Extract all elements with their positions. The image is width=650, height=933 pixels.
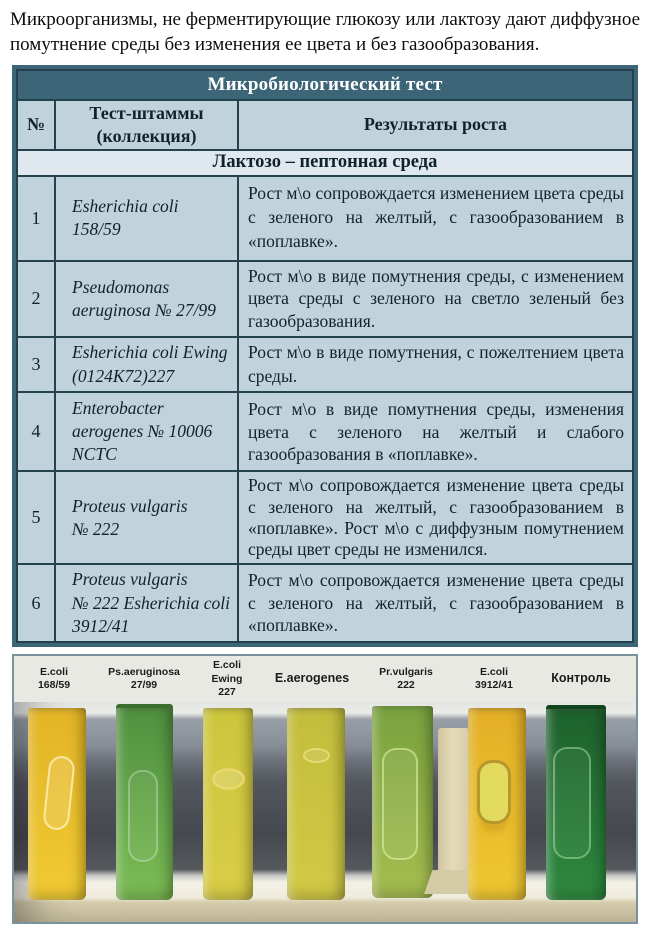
table-row	[17, 471, 633, 564]
tube-label-pr-vulgaris: Pr.vulgaris 222	[379, 665, 433, 692]
tube-label-ecoli-ewing: E.coli Ewing 227	[211, 659, 243, 698]
growth-result: Рост м\о в виде помутнения, с пожелтением цвета среды.	[238, 337, 633, 393]
photo-label-band	[14, 656, 636, 702]
row-number: 3	[17, 337, 55, 393]
row-number: 2	[17, 261, 55, 337]
growth-result: Рост м\о сопровождается изменением цвета среды с зеленого на желтый, с газообразованием в «поплавке».	[238, 176, 633, 261]
column-header-number: №	[17, 100, 55, 150]
test-tube-e-aerogenes	[287, 708, 345, 900]
table-row	[17, 261, 633, 337]
row-number: 6	[17, 564, 55, 642]
durham-tube-icon	[382, 748, 418, 860]
test-tube-ecoli-168-59	[28, 708, 86, 900]
photo-scene	[14, 702, 636, 922]
row-number: 4	[17, 392, 55, 471]
table-row	[17, 392, 633, 471]
test-tubes-photo	[12, 654, 638, 924]
test-tube-pr-vulgaris	[372, 706, 433, 898]
row-number: 1	[17, 176, 55, 261]
row-number: 5	[17, 471, 55, 564]
table-row	[17, 176, 633, 261]
durham-tube-icon	[477, 760, 511, 824]
strain-name: Enterobacter aerogenes № 10006 NCTC	[55, 392, 238, 471]
gas-bubble-icon	[212, 768, 245, 790]
gas-bubble-icon	[303, 748, 330, 763]
durham-tube-icon	[553, 747, 591, 859]
durham-tube-icon	[128, 770, 158, 862]
document-page	[0, 7, 650, 924]
test-tube-control	[546, 705, 606, 900]
rack-post	[438, 728, 469, 886]
microbiology-table	[12, 65, 638, 648]
table-row	[17, 337, 633, 393]
column-header-strains: Тест-штаммы (коллекция)	[55, 100, 238, 150]
strain-name: Proteus vulgaris № 222	[55, 471, 238, 564]
table-title: Микробиологический тест	[17, 70, 633, 100]
tube-label-ecoli-168-59: E.coli 168/59	[37, 665, 71, 692]
growth-result: Рост м\о сопровождается изменение цвета среды с зеленого на желтый, с газообразованием в «поплавке».	[238, 564, 633, 642]
tube-label-e-aerogenes: E.aerogenes	[274, 671, 350, 686]
growth-result: Рост м\о в виде помутнения среды, изменения цвета с зеленого на желтый и слабого газообразования в «поплавке».	[238, 392, 633, 471]
strain-name: Proteus vulgaris № 222 Esherichia coli 3912/41	[55, 564, 238, 642]
tube-label-control: Контроль	[551, 671, 611, 686]
table-row	[17, 564, 633, 642]
growth-result: Рост м\о сопровождается изменение цвета среды с зеленого на желтый, с газообразованием в «поплавке». Рост м\о с диффузным помутнением среды цвет среды не изменился.	[238, 471, 633, 564]
strain-name: Pseudomonas aeruginosa № 27/99	[55, 261, 238, 337]
tube-label-ecoli-3912-41: E.coli 3912/41	[475, 665, 513, 692]
test-tube-ps-aeruginosa	[116, 704, 173, 900]
test-tube-ecoli-ewing	[203, 708, 253, 900]
growth-result: Рост м\о в виде помутнения среды, с изменением цвета среды с зеленого на светло зеленый без газообразования.	[238, 261, 633, 337]
strain-name: Esherichia coli Ewing (0124K72)227	[55, 337, 238, 393]
tube-label-ps-aeruginosa: Ps.aeruginosa 27/99	[108, 665, 180, 692]
durham-tube-icon	[42, 755, 76, 831]
intro-paragraph: Микроорганизмы, не ферментирующие глюкозу или лактозу дают диффузное помутнение среды без изменения ее цвета и без газообразования.	[10, 9, 641, 56]
strain-name: Esherichia coli 158/59	[55, 176, 238, 261]
test-tube-ecoli-3912-41	[468, 708, 526, 900]
column-header-results: Результаты роста	[238, 100, 633, 150]
section-header-lactose-peptone: Лактозо – пептонная среда	[17, 150, 633, 176]
